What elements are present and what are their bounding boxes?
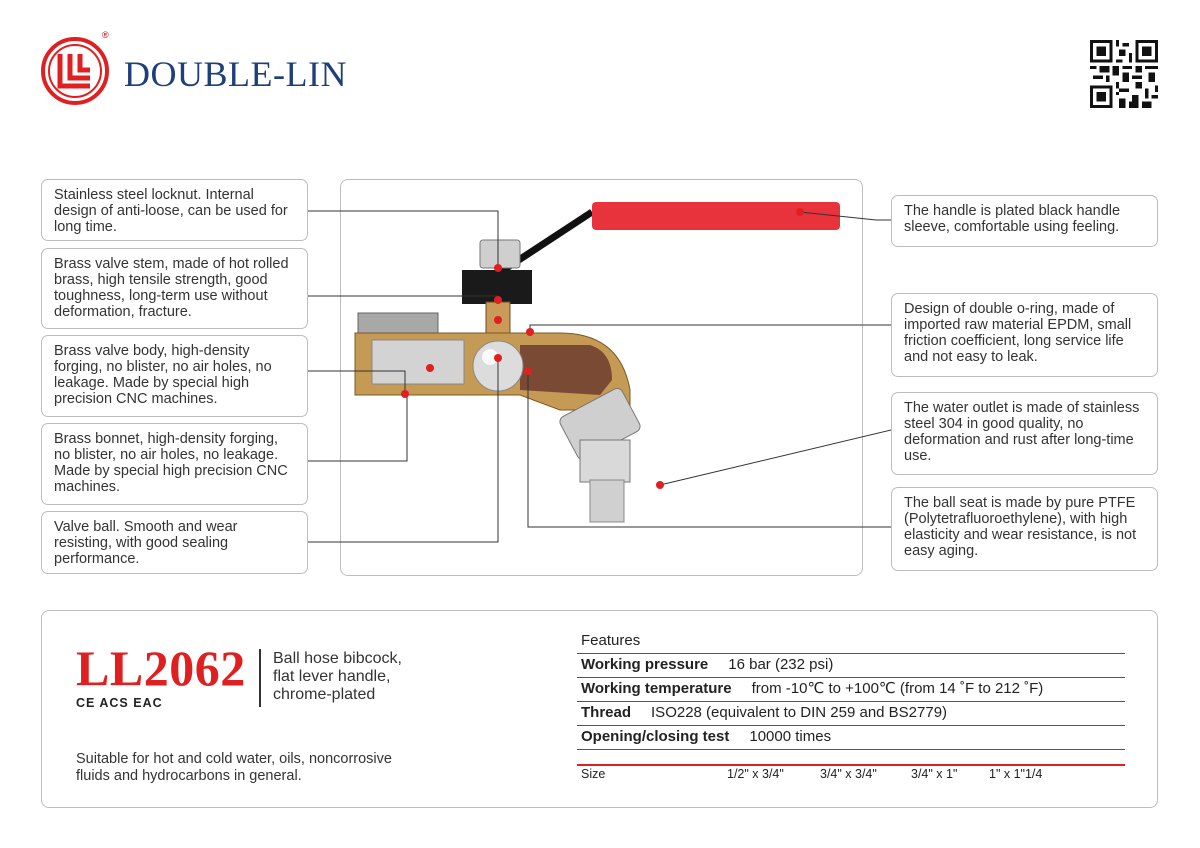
feature-row (577, 726, 1125, 750)
description-line: chrome-plated (273, 686, 376, 703)
features-table (577, 630, 1125, 766)
callout-valve-stem (41, 248, 308, 329)
brand-name: DOUBLE-LIN (124, 54, 347, 94)
model-number: LL2062 (76, 640, 246, 696)
description-line: flat lever handle, (273, 668, 391, 685)
certification-marks: CE ACS EAC (76, 696, 163, 710)
feature-key: Working pressure (581, 656, 709, 673)
feature-value: ISO228 (equivalent to DIN 259 and BS2779) (651, 704, 948, 721)
description-line: Ball hose bibcock, (273, 650, 402, 667)
suitability-line: fluids and hydrocarbons in general. (76, 767, 302, 784)
callout-text: Brass valve stem, made of hot rolled brass, high tensile strength, good toughness, long-term use without deformation, fracture. (54, 256, 289, 320)
feature-value: 10000 times (749, 728, 832, 745)
size-value: 3/4" x 3/4" (820, 767, 877, 781)
callout-bonnet (41, 423, 308, 505)
callout-text: Brass bonnet, high-density forging, no blister, no air holes, no leakage. Made by special high precision CNC machines. (54, 431, 288, 495)
features-header (577, 630, 1125, 654)
features-title: Features (581, 632, 641, 649)
red-handle-sleeve-icon (592, 202, 840, 230)
callout-water-outlet (891, 392, 1158, 475)
feature-value: 16 bar (232 psi) (728, 656, 834, 673)
callout-valve-body (41, 335, 308, 417)
callout-o-ring (891, 293, 1158, 377)
callout-text: The water outlet is made of stainless steel 304 in good quality, no deformation and rust after long-time use. (904, 400, 1140, 464)
divider (259, 649, 261, 707)
callout-text: The ball seat is made by pure PTFE (Polytetrafluoroethylene), with high elasticity and wear resistance, is not easy aging. (904, 495, 1137, 559)
callout-text: Brass valve body, high-density forging, no blister, no air holes, no leakage. Made by special high precision CNC machines. (54, 343, 272, 407)
feature-key: Working temperature (581, 680, 732, 697)
red-divider (577, 764, 1125, 766)
size-label: Size (581, 767, 606, 781)
size-value: 1" x 1"1/4 (989, 767, 1043, 781)
feature-key: Opening/closing test (581, 728, 730, 745)
callout-handle (891, 195, 1158, 247)
suitability-line: Suitable for hot and cold water, oils, noncorrosive (76, 751, 392, 767)
product-description (273, 650, 402, 704)
callout-text: Valve ball. Smooth and wear resisting, with good sealing performance. (54, 519, 238, 567)
callout-text: Stainless steel locknut. Internal design of anti-loose, can be used for long time. (54, 187, 288, 235)
callout-valve-ball (41, 511, 308, 574)
feature-row (577, 678, 1125, 702)
size-value: 3/4" x 1" (911, 767, 958, 781)
registered-mark: ® (102, 30, 109, 40)
size-value: 1/2" x 3/4" (727, 767, 784, 781)
callout-locknut (41, 179, 308, 241)
callout-text: The handle is plated black handle sleeve, comfortable using feeling. (904, 203, 1121, 235)
feature-value: from -10℃ to +100℃ (from 14 ˚F to 212 ˚F) (751, 680, 1044, 697)
feature-row (577, 702, 1125, 726)
callout-text: Design of double o-ring, made of imported raw material EPDM, small friction coefficient, long service life and not easy to leak. (904, 301, 1132, 365)
callout-ball-seat (891, 487, 1158, 571)
suitability-text (76, 751, 392, 784)
feature-key: Thread (581, 704, 632, 721)
feature-row (577, 654, 1125, 678)
